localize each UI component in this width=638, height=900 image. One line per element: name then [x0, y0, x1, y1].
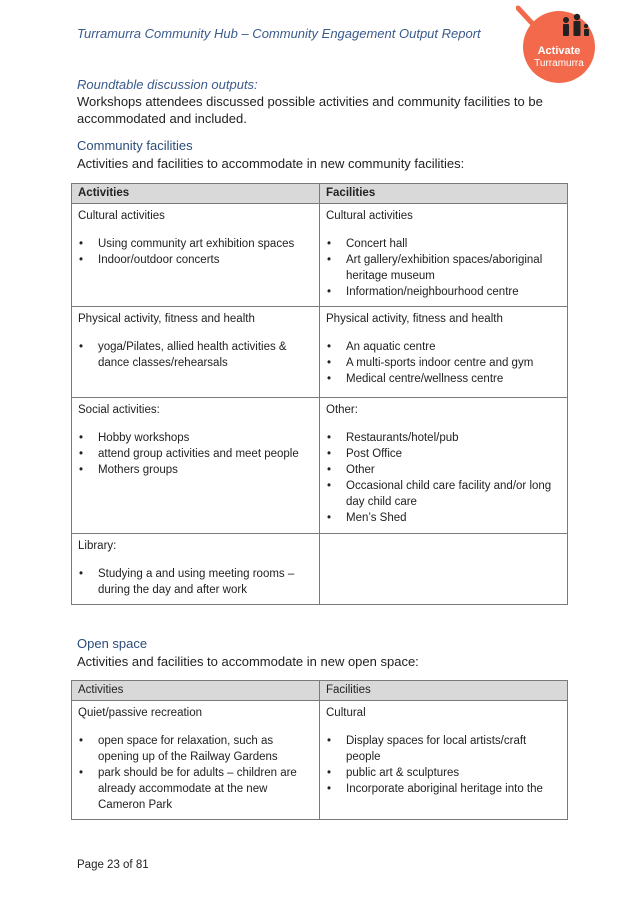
table-cell [72, 534, 320, 605]
page-number: Page 23 of 81 [77, 859, 149, 871]
table-cell [72, 204, 320, 307]
list-item: • yoga/Pilates, allied health activities & dance classes/rehearsals [98, 339, 313, 371]
table-row [72, 398, 568, 534]
table-cell [320, 204, 568, 307]
list-item: • A multi-sports indoor centre and gym [346, 355, 561, 371]
list-item: • Information/neighbourhood centre [346, 284, 561, 300]
cell-title: Physical activity, fitness and health [78, 313, 255, 325]
cell-title: Cultural activities [326, 210, 413, 222]
cell-title: Cultural activities [78, 210, 165, 222]
bullet-list [78, 236, 313, 268]
list-item: • Other [346, 462, 561, 478]
col-header-facilities: Facilities [320, 184, 568, 204]
col-header-activities: Activities [72, 184, 320, 204]
table-cell [320, 534, 568, 605]
list-item: • Studying a and using meeting rooms – during the day and after work [98, 566, 313, 598]
roundtable-heading: Roundtable discussion outputs: [77, 77, 258, 92]
list-item: • public art & sculptures [346, 765, 561, 781]
list-item: • attend group activities and meet people [98, 446, 313, 462]
list-item: • An aquatic centre [346, 339, 561, 355]
table-cell [320, 701, 568, 820]
table-cell [72, 307, 320, 398]
list-item: • Post Office [346, 446, 561, 462]
list-item: • Indoor/outdoor concerts [98, 252, 313, 268]
logo-text-line2: Turramurra [534, 58, 584, 69]
list-item: • open space for relaxation, such as opening up of the Railway Gardens [98, 733, 313, 765]
logo-text-line1: Activate [537, 45, 581, 57]
roundtable-text: Workshops attendees discussed possible activities and community facilities to be accommodated and included. [77, 94, 543, 126]
bullet-list [78, 430, 313, 478]
list-item: • Art gallery/exhibition spaces/aboriginal heritage museum [346, 252, 561, 284]
bullet-list [326, 236, 561, 300]
list-item: • Using community art exhibition spaces [98, 236, 313, 252]
list-item: • Restaurants/hotel/pub [346, 430, 561, 446]
list-item: • Men’s Shed [346, 510, 561, 526]
table-row [72, 307, 568, 398]
bullet-list [78, 733, 313, 813]
open-space-intro: Activities and facilities to accommodate in new open space: [77, 654, 419, 669]
bullet-list [78, 339, 313, 371]
list-item: • Hobby workshops [98, 430, 313, 446]
list-item: • Medical centre/wellness centre [346, 371, 561, 387]
cell-title: Quiet/passive recreation [78, 707, 203, 719]
list-item: • park should be for adults – children are already accommodate at the new Cameron Park [98, 765, 313, 813]
table-row [72, 204, 568, 307]
list-item: • Concert hall [346, 236, 561, 252]
cell-title: Physical activity, fitness and health [326, 313, 503, 325]
col-header-activities: Activities [72, 681, 320, 701]
table-cell [72, 398, 320, 534]
list-item: • Display spaces for local artists/craft people [346, 733, 561, 765]
activate-turramurra-logo [516, 4, 598, 84]
report-header-title: Turramurra Community Hub – Community Engagement Output Report [77, 26, 481, 41]
open-space-heading: Open space [77, 636, 148, 651]
community-facilities-heading: Community facilities [77, 138, 193, 153]
list-item: • Mothers groups [98, 462, 313, 478]
cell-title: Library: [78, 540, 117, 552]
bullet-list [326, 430, 561, 526]
table-cell [320, 307, 568, 398]
table-row [72, 534, 568, 605]
table-cell [320, 398, 568, 534]
list-item: • Incorporate aboriginal heritage into the [346, 781, 561, 797]
cell-title: Social activities: [78, 404, 160, 416]
list-item: • Occasional child care facility and/or long day child care [346, 478, 561, 510]
cell-title: Other: [326, 404, 358, 416]
col-header-facilities: Facilities [320, 681, 568, 701]
cell-title: Cultural [326, 707, 366, 719]
community-facilities-intro: Activities and facilities to accommodate in new community facilities: [77, 156, 465, 171]
bullet-list [326, 339, 561, 387]
table-row [72, 701, 568, 820]
bullet-list [326, 733, 561, 797]
table-cell [72, 701, 320, 820]
open-space-table [71, 680, 568, 820]
bullet-list [78, 566, 313, 598]
community-facilities-table [71, 183, 568, 605]
